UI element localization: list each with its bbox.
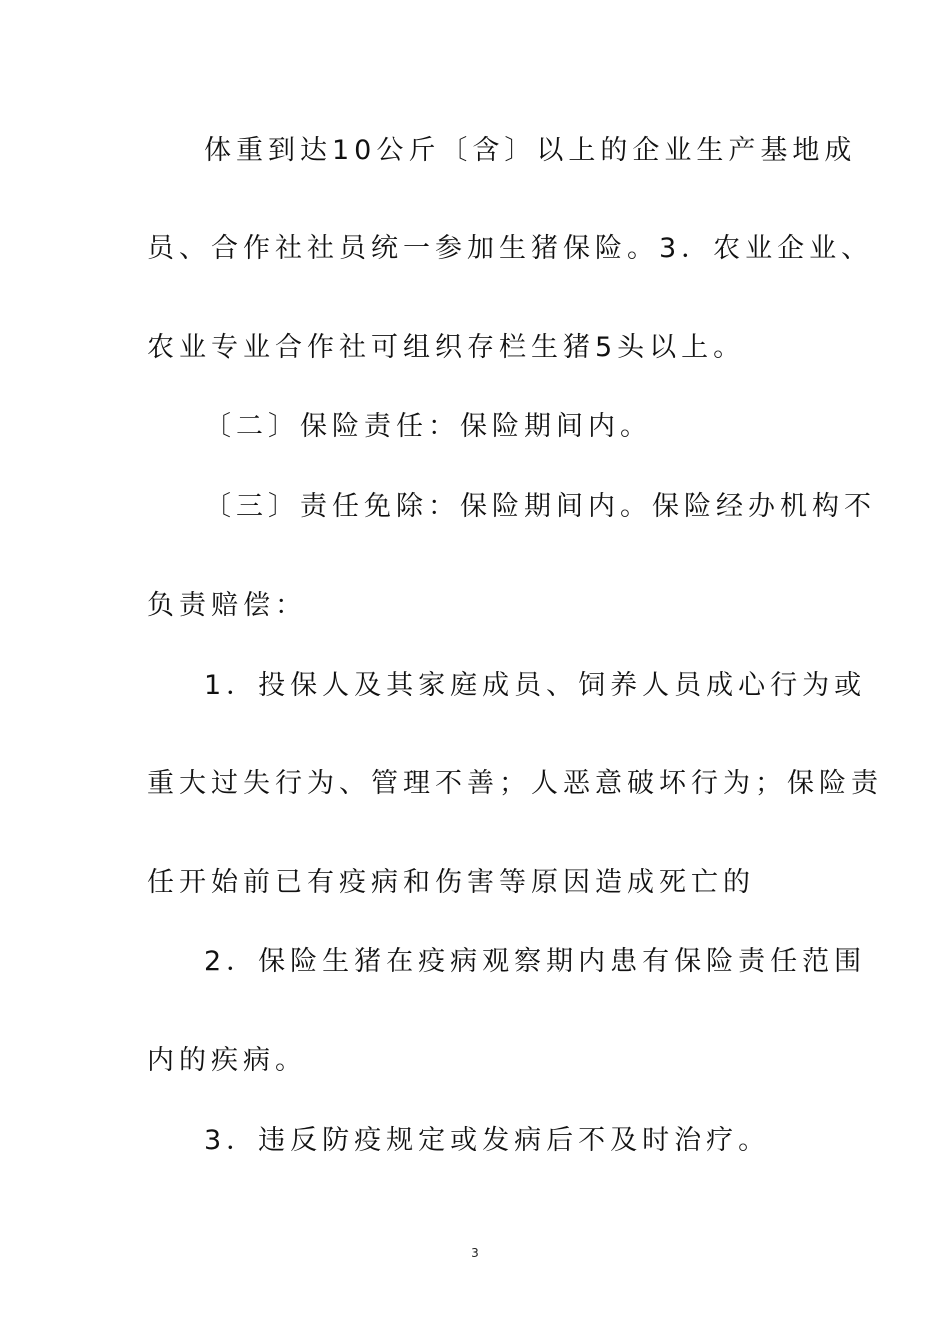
section-heading-exemption: 〔三〕责任免除：保险期间内。保险经办机构不 (204, 491, 876, 522)
page-number: 3 (471, 1246, 479, 1260)
list-item-1-line-1: 1．投保人及其家庭成员、饲养人员成心行为或 (204, 670, 867, 701)
section-heading-liability: 〔二〕保险责任：保险期间内。 (204, 411, 652, 442)
list-item-2-line-1: 2．保险生猪在疫病观察期内患有保险责任范围 (204, 946, 867, 977)
list-item-2-line-2: 内的疾病。 (147, 1045, 307, 1076)
paragraph-line-1: 体重到达10公斤〔含〕以上的企业生产基地成 (204, 135, 857, 166)
list-item-3: 3．违反防疫规定或发病后不及时治疗。 (204, 1125, 771, 1156)
list-item-1-line-2: 重大过失行为、管理不善；人恶意破坏行为；保险责 (147, 768, 883, 799)
paragraph-line-6: 负责赔偿： (147, 590, 307, 621)
paragraph-line-3: 农业专业合作社可组织存栏生猪5头以上。 (147, 332, 746, 363)
paragraph-line-2: 员、合作社社员统一参加生猪保险。3．农业企业、 (147, 233, 874, 264)
list-item-1-line-3: 任开始前已有疫病和伤害等原因造成死亡的 (147, 867, 755, 898)
